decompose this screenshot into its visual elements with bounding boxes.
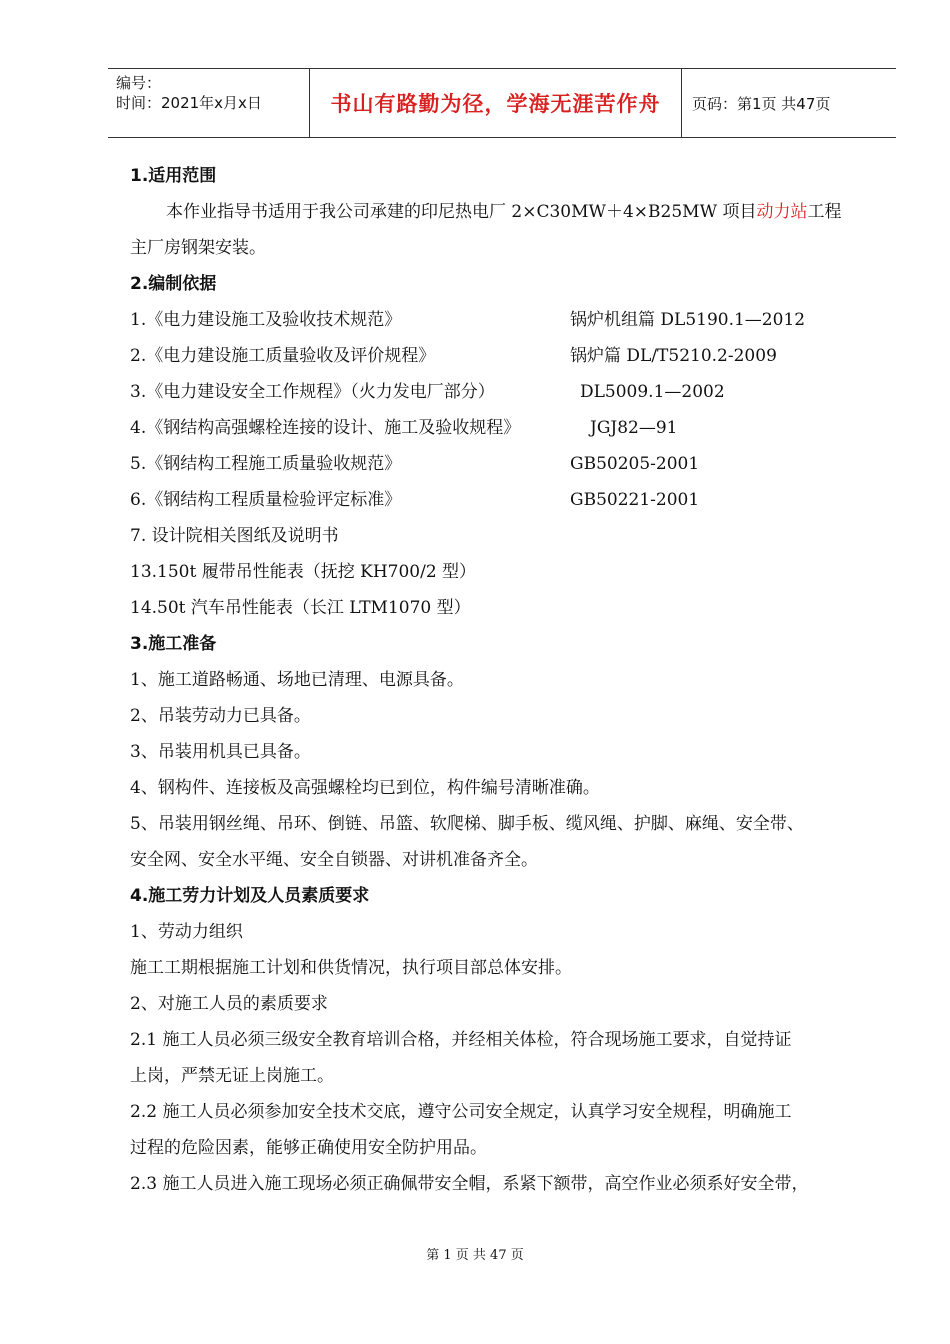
reference-item-14: 14.50t 汽车吊性能表（长江 LTM1070 型） [130,598,471,618]
section-3-heading: 3.施工准备 [130,634,217,654]
reference-item [130,338,890,374]
list-item: 2、吊装劳动力已具备。 [130,706,311,726]
body-line: 上岗，严禁无证上岗施工。 [130,1066,334,1086]
header-motto: 书山有路勤为径，学海无涯苦作舟 [310,69,682,137]
section-2-heading: 2.编制依据 [130,274,217,294]
reference-title: 3.《电力建设安全工作规程》（火力发电厂部分） [130,382,495,402]
reference-title: 1.《电力建设施工及验收技术规范》 [130,310,402,330]
reference-code: GB50221-2001 [570,490,700,510]
section-4-heading: 4.施工劳力计划及人员素质要求 [130,886,370,906]
page-footer: 第 1 页 共 47 页 [426,1248,524,1263]
reference-title: 6.《钢结构工程质量检验评定标准》 [130,490,402,510]
reference-code: DL5009.1—2002 [580,382,725,402]
header-page-info: 页码：第1页 共47页 [692,94,831,113]
header-meta [108,69,310,137]
reference-title: 2.《电力建设施工质量验收及评价规程》 [130,346,436,366]
body-line: 施工工期根据施工计划和供货情况，执行项目部总体安排。 [130,958,572,978]
list-item: 安全网、安全水平绳、安全自锁器、对讲机准备齐全。 [130,850,538,870]
body-line: 2.3 施工人员进入施工现场必须正确佩带安全帽，系紧下额带，高空作业必须系好安全带， [130,1174,809,1194]
reference-code: GB50205-2001 [570,454,700,474]
header-number: 编号： [116,74,162,92]
para-highlight: 动力站 [756,202,808,222]
para-text-b: 工程 [807,202,842,222]
reference-item [130,302,890,338]
reference-title: 5.《钢结构工程施工质量验收规范》 [130,454,402,474]
reference-item-13: 13.150t 履带吊性能表（抚挖 KH700/2 型） [130,562,477,582]
body-line: 2、对施工人员的素质要求 [130,994,328,1014]
reference-item [130,410,890,446]
body-line: 1、劳动力组织 [130,922,243,942]
reference-code: 锅炉篇 DL/T5210.2-2009 [570,346,777,366]
body-line: 过程的危险因素，能够正确使用安全防护用品。 [130,1138,487,1158]
document-body [130,158,890,1202]
reference-code: JGJ82—91 [590,418,678,438]
reference-title: 4.《钢结构高强螺栓连接的设计、施工及验收规程》 [130,418,521,438]
reference-code: 锅炉机组篇 DL5190.1—2012 [570,310,806,330]
section-1-paragraph-line-2: 主厂房钢架安装。 [130,238,266,258]
reference-item [130,446,890,482]
list-item: 3、吊装用机具已具备。 [130,742,311,762]
list-item: 4、钢构件、连接板及高强螺栓均已到位，构件编号清晰准确。 [130,778,600,798]
section-1-paragraph-line-1 [130,194,890,230]
header-date: 时间：2021年x月x日 [116,94,262,112]
reference-item-7: 7. 设计院相关图纸及说明书 [130,526,339,546]
list-item: 5、吊装用钢丝绳、吊环、倒链、吊篮、软爬梯、脚手板、缆风绳、护脚、麻绳、安全带、 [130,814,804,834]
section-1-heading: 1.适用范围 [130,166,217,186]
reference-item [130,482,890,518]
document-header [108,68,896,138]
list-item: 1、施工道路畅通、场地已清理、电源具备。 [130,670,464,690]
reference-item [130,374,890,410]
para-text-a: 本作业指导书适用于我公司承建的印尼热电厂 2×C30MW＋4×B25MW 项目 [166,202,757,222]
body-line: 2.2 施工人员必须参加安全技术交底，遵守公司安全规定，认真学习安全规程，明确施工 [130,1102,792,1122]
body-line: 2.1 施工人员必须三级安全教育培训合格，并经相关体检，符合现场施工要求，自觉持证 [130,1030,792,1050]
